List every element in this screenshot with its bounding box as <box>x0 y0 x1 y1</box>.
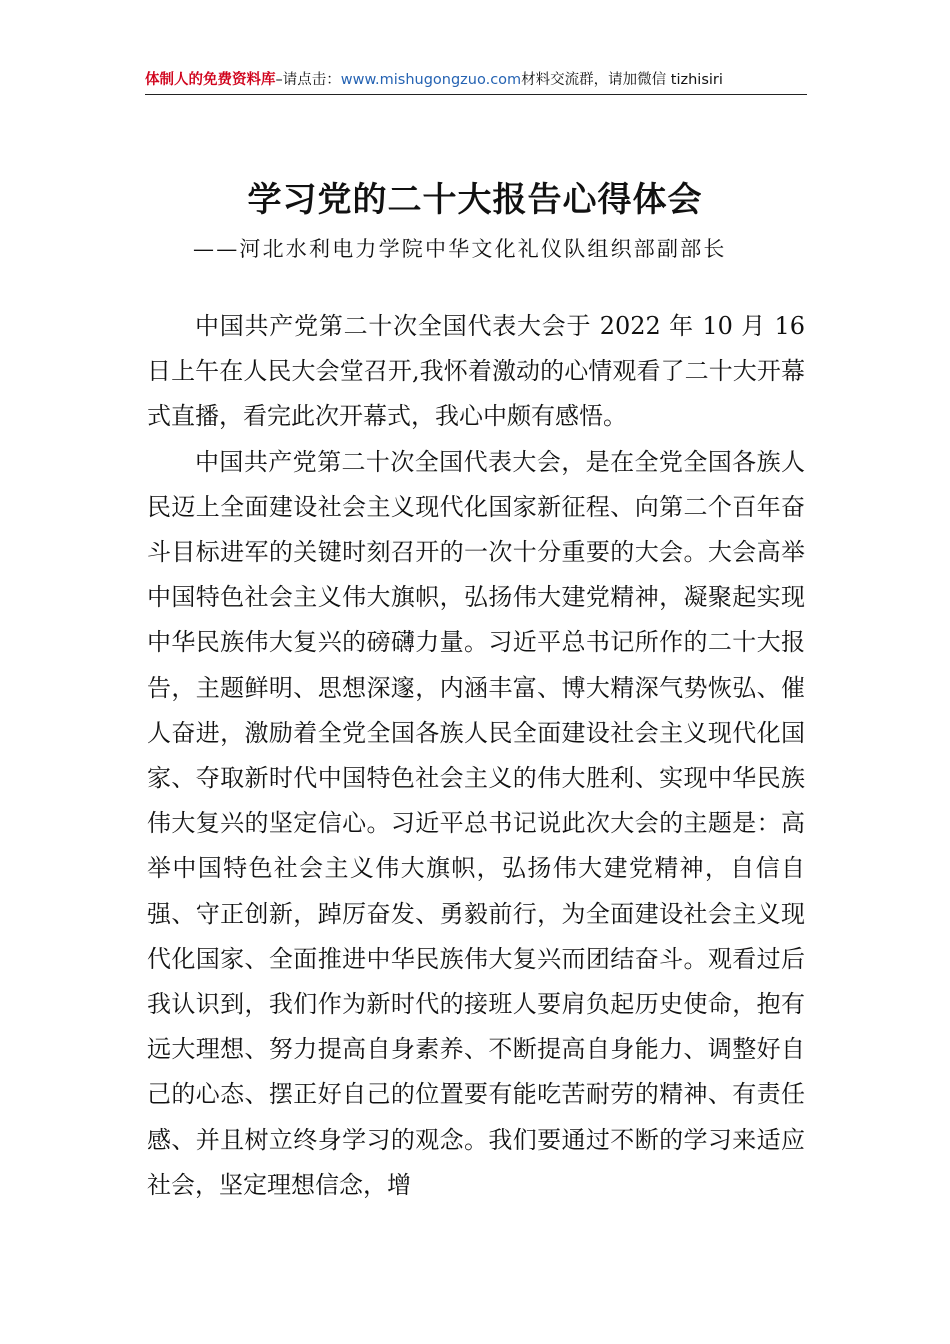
paragraph: 中国共产党第二十次全国代表大会于 2022 年 10 月 16 日上午在人民大会堂召开,我怀着激动的心情观看了二十大开幕式直播，看完此次开幕式，我心中颇有感悟。 <box>147 312 805 431</box>
document-body <box>147 304 805 1208</box>
page-header <box>145 66 807 95</box>
document-title: 学习党的二十大报告心得体会 <box>247 180 703 220</box>
header-brand: 体制人的免费资料库 <box>145 72 276 88</box>
header-prompt: –请点击： <box>275 72 341 88</box>
header-link[interactable]: www.mishugongzuo.com <box>340 72 522 88</box>
header-note: 材料交流群，请加微信 tizhisiri <box>521 72 723 88</box>
document-subtitle: ——河北水利电力学院中华文化礼仪队组织部副部长 <box>193 237 727 261</box>
paragraph: 中国共产党第二十次全国代表大会，是在全党全国各族人民迈上全面建设社会主义现代化国家新征程、向第二个百年奋斗目标进军的关键时刻召开的一次十分重要的大会。大会高举中国特色社会主义伟大旗帜，弘扬伟大建党精神，凝聚起实现中华民族伟大复兴的磅礴力量。习近平总书记所作的二十大报告，主题鲜明、思想深邃，内涵丰富、博大精深气势恢弘、催人奋进，激励着全党全国各族人民全面建设社会主义现代化国家、夺取新时代中国特色社会主义的伟大胜利、实现中华民族伟大复兴的坚定信心。习近平总书记说此次大会的主题是：高举中国特色社会主义伟大旗帜，弘扬伟大建党精神，自信自强、守正创新，踔厉奋发、勇毅前行，为全面建设社会主义现代化国家、全面推进中华民族伟大复兴而团结奋斗。观看过后我认识到，我们作为新时代的接班人要肩负起历史使命，抱有远大理想、努力提高自身素养、不断提高自身能力、调整好自己的心态、摆正好自己的位置要有能吃苦耐劳的精神、有责任感、并且树立终身学习的观念。我们要通过不断的学习来适应社会，坚定理想信念，增 <box>147 447 805 1199</box>
